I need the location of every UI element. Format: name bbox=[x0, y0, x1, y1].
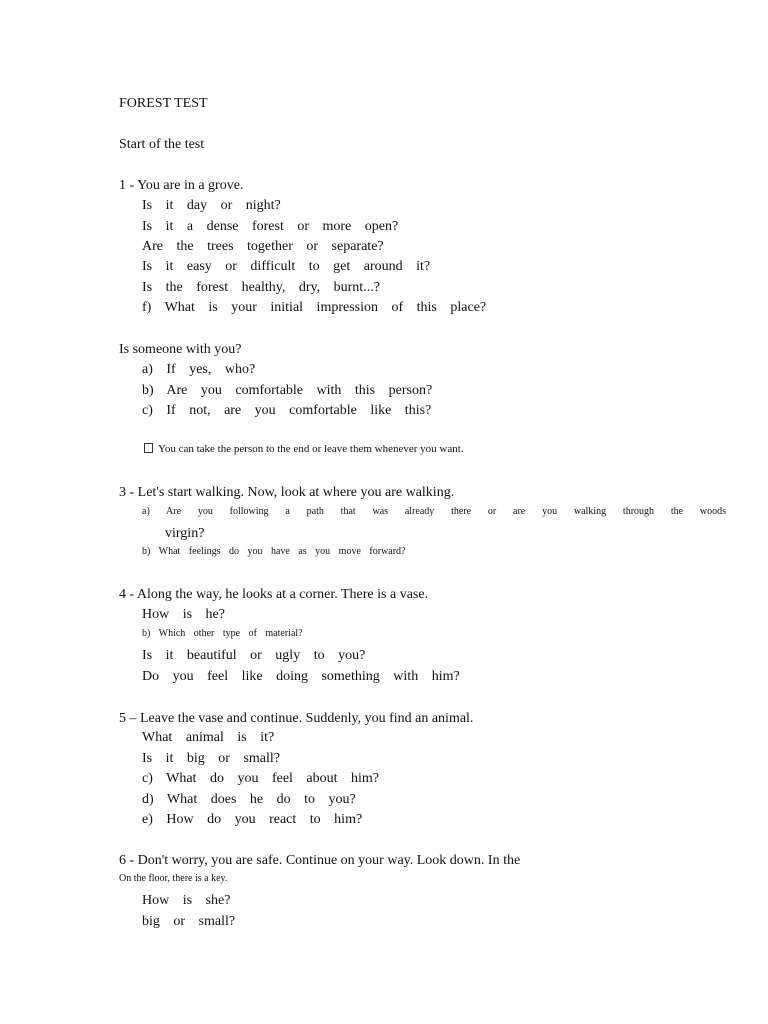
q2-heading: Is someone with you? bbox=[119, 342, 242, 357]
q4-item: Is it beautiful or ugly to you? bbox=[142, 648, 366, 663]
document-title: FOREST TEST bbox=[119, 96, 208, 111]
q1-item: Is it day or night? bbox=[142, 198, 281, 213]
q1-item: Is the forest healthy, dry, burnt...? bbox=[142, 280, 380, 295]
q1-item: Is it easy or difficult to get around it? bbox=[142, 259, 431, 274]
q4-heading: 4 - Along the way, he looks at a corner. There is a vase. bbox=[119, 587, 429, 602]
q1-item: Are the trees together or separate? bbox=[142, 239, 384, 254]
q3-item-b: b) What feelings do you have as you move forward? bbox=[142, 546, 406, 557]
q1-item: Is it a dense forest or more open? bbox=[142, 219, 399, 234]
q2-item: c) If not, are you comfortable like this? bbox=[142, 403, 432, 418]
q5-item: What animal is it? bbox=[142, 730, 275, 745]
q6-item: big or small? bbox=[142, 914, 236, 929]
q2-note bbox=[144, 443, 464, 456]
q2-item: a) If yes, who? bbox=[142, 362, 256, 377]
q5-item: Is it big or small? bbox=[142, 751, 280, 766]
q2-note-text: You can take the person to the end or leave them whenever you want. bbox=[158, 443, 464, 455]
q3-item-a: a) Are you following a path that was already there or are you walking through the woods bbox=[142, 506, 726, 517]
q5-item: e) How do you react to him? bbox=[142, 812, 363, 827]
q3-item-a-continued: virgin? bbox=[165, 526, 205, 541]
q1-item: f) What is your initial impression of this place? bbox=[142, 300, 487, 315]
q4-item: How is he? bbox=[142, 607, 225, 622]
q4-item: Do you feel like doing something with him? bbox=[142, 669, 460, 684]
q6-subline: On the floor, there is a key. bbox=[119, 873, 228, 884]
q6-heading: 6 - Don't worry, you are safe. Continue on your way. Look down. In the bbox=[119, 853, 521, 868]
q5-heading: 5 – Leave the vase and continue. Suddenly, you find an animal. bbox=[119, 711, 474, 726]
q1-heading: 1 - You are in a grove. bbox=[119, 178, 244, 193]
q5-item: c) What do you feel about him? bbox=[142, 771, 380, 786]
q6-item: How is she? bbox=[142, 893, 231, 908]
q4-item: b) Which other type of material? bbox=[142, 628, 303, 639]
q3-heading: 3 - Let's start walking. Now, look at where you are walking. bbox=[119, 485, 455, 500]
checkbox-mark-icon bbox=[144, 443, 153, 453]
start-line: Start of the test bbox=[119, 137, 205, 152]
q2-item: b) Are you comfortable with this person? bbox=[142, 383, 433, 398]
q5-item: d) What does he do to you? bbox=[142, 792, 356, 807]
